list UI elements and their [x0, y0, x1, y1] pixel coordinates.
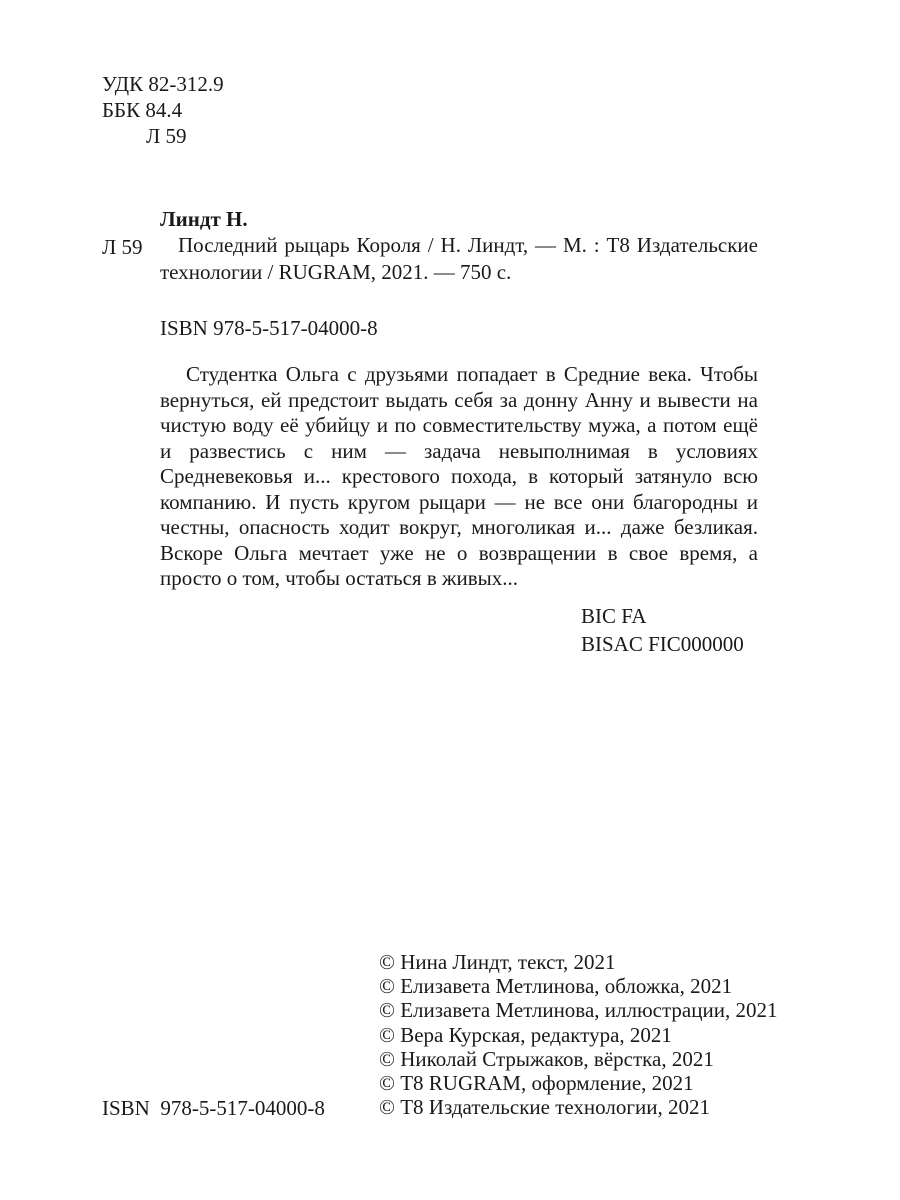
copyright-line: © Т8 Издательские технологии, 2021: [379, 1095, 710, 1120]
copyright-line: © Елизавета Метлинова, обложка, 2021: [379, 974, 733, 999]
isbn-main: ISBN 978-5-517-04000-8: [160, 316, 378, 340]
author-heading: Линдт Н.: [160, 207, 248, 231]
author-mark-inline: Л 59: [102, 235, 143, 259]
isbn-footer: ISBN 978-5-517-04000-8: [102, 1096, 325, 1120]
copyright-line: © Елизавета Метлинова, иллюстрации, 2021: [379, 998, 778, 1023]
classification-block: [102, 71, 224, 149]
copyright-line: © Николай Стрыжаков, вёрстка, 2021: [379, 1046, 714, 1071]
copyright-list: [379, 949, 777, 1118]
bibliographic-description: Последний рыцарь Короля / Н. Линдт, — М. : Т8 Издательские технологии / RUGRAM, 2021. — 750 с.: [160, 233, 758, 284]
subject-codes: [581, 603, 744, 659]
copyright-line: © Т8 RUGRAM, оформление, 2021: [379, 1070, 694, 1095]
annotation-paragraph: Студентка Ольга с друзьями попадает в Средние века. Чтобы вернуться, ей предстоит выдать себя за донну Анну и вывести на чистую воду её убийцу и по совместительству мужа, а потом ещё и развестись с ним — задача невыполнимая в условиях Средневековья и... крестового похода, в который затянуло всю компанию. И пусть кругом рыцари — не все они благородны и честны, опасность ходит вокруг, многоликая и... даже безликая. Вскоре Ольга мечтает уже не о возвращении в свое время, а просто о том, чтобы остаться в живых...: [160, 362, 758, 590]
author-mark: Л 59: [146, 124, 187, 148]
bic-code: BIC FA: [581, 604, 647, 628]
bbk-code: ББК 84.4: [102, 98, 183, 122]
bisac-code: BISAC FIC000000: [581, 632, 744, 656]
udk-code: УДК 82-312.9: [102, 72, 224, 96]
copyright-line: © Нина Линдт, текст, 2021: [379, 950, 616, 974]
copyright-line: © Вера Курская, редактура, 2021: [379, 1022, 672, 1047]
